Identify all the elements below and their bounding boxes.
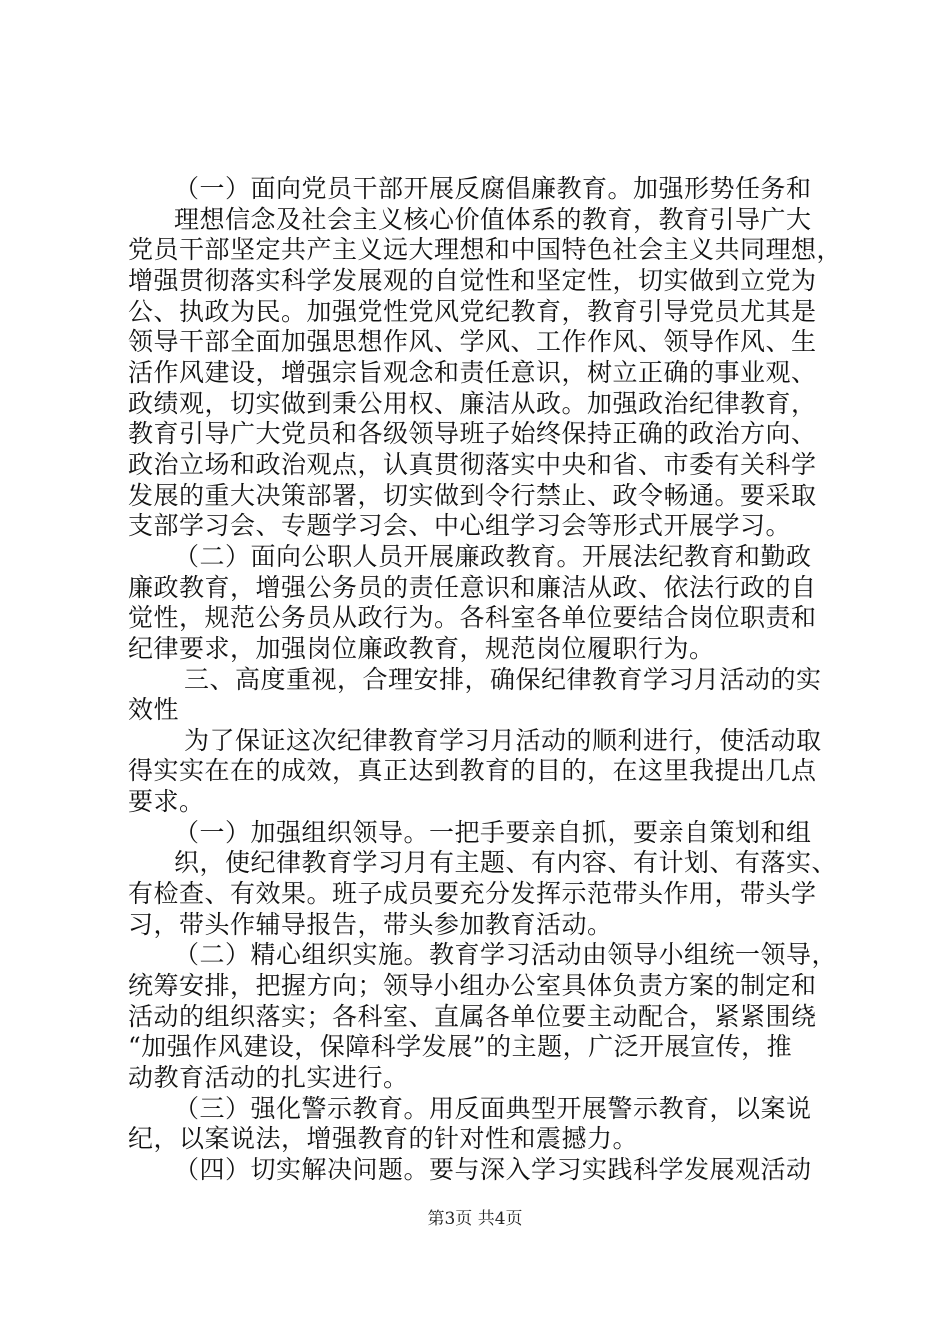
text-line: 统筹安排，把握方向；领导小组办公室具体负责方案的制定和 [128, 971, 817, 1000]
text-line: 教育引导广大党员和各级领导班子始终保持正确的政治方向、 [128, 419, 817, 448]
text-line: 觉性，规范公务员从政行为。各科室各单位要结合岗位职责和 [128, 603, 817, 632]
text-line: （二）面向公职人员开展廉政教育。开展法纪教育和勤政 [174, 542, 812, 571]
text-line: 习，带头作辅导报告，带头参加教育活动。 [128, 910, 613, 939]
text-line: （三）强化警示教育。用反面典型开展警示教育，以案说 [174, 1094, 812, 1123]
page-footer: 第3页 共4页 [427, 1209, 523, 1229]
text-line: 织，使纪律教育学习月有主题、有内容、有计划、有落实、 [174, 848, 838, 877]
text-line: 动教育活动的扎实进行。 [128, 1063, 409, 1092]
text-line: 活动的组织落实；各科室、直属各单位要主动配合，紧紧围绕 [128, 1002, 817, 1031]
text-line: （二）精心组织实施。教育学习活动由领导小组统一领导， [174, 940, 838, 969]
text-line: 公、执政为民。加强党性党风党纪教育，教育引导党员尤其是 [128, 297, 817, 326]
text-line: 支部学习会、专题学习会、中心组学习会等形式开展学习。 [128, 511, 792, 540]
text-line: 发展的重大决策部署，切实做到令行禁止、政令畅通。要采取 [128, 481, 817, 510]
text-line: “加强作风建设，保障科学发展”的主题，广泛开展宣传，推 [128, 1032, 793, 1061]
text-line: 有检查、有效果。班子成员要充分发挥示范带头作用，带头学 [128, 879, 817, 908]
text-line: 活作风建设，增强宗旨观念和责任意识，树立正确的事业观、 [128, 358, 817, 387]
text-line: （一）加强组织领导。一把手要亲自抓，要亲自策划和组 [174, 818, 812, 847]
text-line: 效性 [128, 695, 180, 724]
text-line: 要求。 [128, 787, 205, 816]
text-line: 纪律要求，加强岗位廉政教育，规范岗位履职行为。 [128, 634, 715, 663]
text-line: 三、高度重视，合理安排，确保纪律教育学习月活动的实 [184, 665, 822, 694]
text-line: 廉政教育，增强公务员的责任意识和廉洁从政、依法行政的自 [128, 573, 817, 602]
text-line: 理想信念及社会主义核心价值体系的教育，教育引导广大 [174, 205, 812, 234]
text-line: （一）面向党员干部开展反腐倡廉教育。加强形势任务和 [174, 174, 812, 203]
text-line: 增强贯彻落实科学发展观的自觉性和坚定性，切实做到立党为 [128, 266, 817, 295]
text-line: 为了保证这次纪律教育学习月活动的顺利进行，使活动取 [184, 726, 822, 755]
text-line: 政绩观，切实做到秉公用权、廉洁从政。加强政治纪律教育， [128, 389, 817, 418]
text-line: 政治立场和政治观点，认真贯彻落实中央和省、市委有关科学 [128, 450, 817, 479]
text-line: 纪，以案说法，增强教育的针对性和震撼力。 [128, 1124, 639, 1153]
text-line: 领导干部全面加强思想作风、学风、工作作风、领导作风、生 [128, 327, 817, 356]
text-line: 党员干部坚定共产主义远大理想和中国特色社会主义共同理想， [128, 235, 843, 264]
text-line: （四）切实解决问题。要与深入学习实践科学发展观活动 [174, 1155, 812, 1184]
text-line: 得实实在在的成效，真正达到教育的目的，在这里我提出几点 [128, 756, 817, 785]
